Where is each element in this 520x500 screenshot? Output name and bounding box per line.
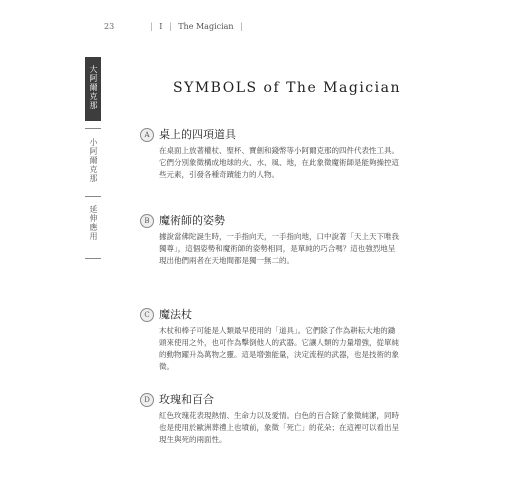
running-head-title: The Magician bbox=[178, 22, 234, 31]
sidebar-section-label: 小阿爾克那 bbox=[89, 138, 98, 183]
section-heading: 桌上的四項道具 bbox=[159, 128, 236, 141]
running-head bbox=[150, 22, 247, 31]
running-head-separator: | bbox=[168, 22, 172, 31]
section-body: 在桌面上放著權杖、聖杯、寶劍和錢幣等小阿爾克那的四件代表性工具。它們分別象徵構成地球的火、水、風、地，在此象徵魔術師是能夠操控這些元素，引發各種奇蹟能力的人物。 bbox=[159, 146, 399, 179]
section-letter-badge: D bbox=[140, 393, 154, 407]
chapter-tab bbox=[85, 57, 101, 121]
sidebar-divider bbox=[85, 128, 101, 129]
page-title: SYMBOLS of The Magician bbox=[173, 80, 401, 96]
page-number: 23 bbox=[104, 22, 115, 31]
section-body: 據說當佛陀誕生時，一手指向天，一手指向地，口中說著「天上天下唯我獨尊」，這個姿勢和魔術師的姿勢相同，是單純的巧合嗎？這也強烈地呈現出他們兩者在天地間都是獨一無二的。 bbox=[159, 232, 399, 265]
running-head-separator: | bbox=[240, 22, 243, 31]
section-letter-badge: C bbox=[140, 308, 154, 322]
section-body: 紅色玫瑰花表現熱情、生命力以及愛情。白色的百合除了象徵純潔，同時也是使用於歐洲葬禮上也墳前，象徵「死亡」的花朵；在這裡可以看出呈現生與死的兩面性。 bbox=[159, 411, 399, 444]
section-letter-badge: B bbox=[140, 214, 154, 228]
section-heading: 魔法杖 bbox=[159, 308, 192, 321]
running-head-part: I bbox=[159, 22, 163, 31]
sidebar-divider bbox=[85, 196, 101, 197]
chapter-tab-label: 大阿爾克那 bbox=[89, 65, 98, 110]
section-body: 木杖和棒子可能是人類最早使用的「道具」。它們除了作為耕耘大地的鋤頭來使用之外，也可作為擊倒他人的武器。它讓人類的力量增強，從單純的動物躍升為萬物之靈。這是增強能量，決定流程的武器，也是技術的象徵。 bbox=[159, 326, 399, 371]
sidebar-extension-label: 延伸應用 bbox=[89, 205, 98, 241]
sidebar-divider bbox=[85, 258, 101, 259]
section-heading: 魔術師的姿勢 bbox=[159, 214, 225, 227]
running-head-separator: | bbox=[150, 22, 153, 31]
section-heading: 玫瑰和百合 bbox=[159, 393, 214, 406]
section-letter-badge: A bbox=[140, 128, 154, 142]
